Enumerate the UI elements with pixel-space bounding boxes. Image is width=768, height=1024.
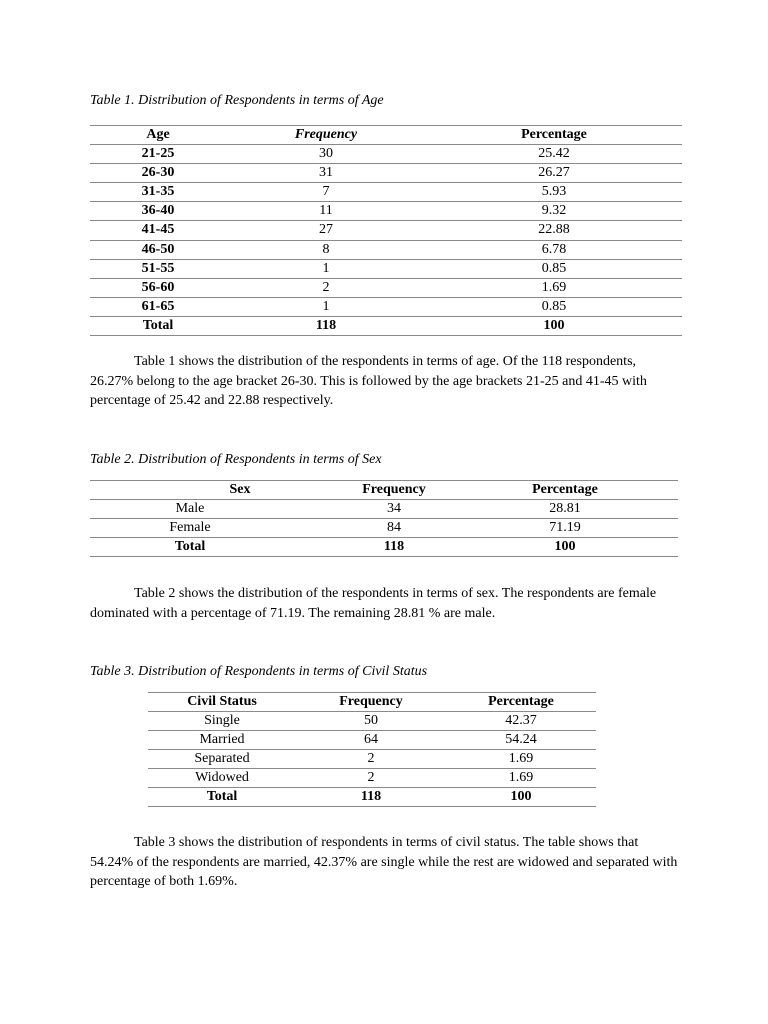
total-percentage: 100 [452, 538, 678, 557]
cell-sex [90, 500, 336, 519]
table-header-row [90, 481, 678, 500]
table-row [90, 202, 682, 221]
total-label: Total [90, 316, 226, 335]
cell-sex-label: Female [169, 520, 211, 535]
cell-percentage: 5.93 [426, 183, 682, 202]
cell-age: 61-65 [90, 297, 226, 316]
cell-frequency: 8 [226, 240, 426, 259]
table-row [90, 278, 682, 297]
cell-frequency: 1 [226, 259, 426, 278]
cell-age: 31-35 [90, 183, 226, 202]
civil-status-table [148, 692, 596, 807]
cell-percentage: 9.32 [426, 202, 682, 221]
table2-caption: Table 2. Distribution of Respondents in terms of Sex [90, 452, 382, 467]
total-row [90, 316, 682, 335]
cell-age: 46-50 [90, 240, 226, 259]
table-row [90, 259, 682, 278]
header-frequency: Frequency [336, 481, 452, 500]
cell-frequency: 84 [336, 519, 452, 538]
cell-percentage: 1.69 [426, 278, 682, 297]
table-row [148, 769, 596, 788]
cell-age: 51-55 [90, 259, 226, 278]
cell-frequency: 11 [226, 202, 426, 221]
table2-paragraph: Table 2 shows the distribution of the respondents in terms of sex. The respondents are female dominated with a percentage of 71.19. The remaining 28.81 % are male. [90, 586, 657, 621]
cell-percentage: 28.81 [452, 500, 678, 519]
total-percentage: 100 [426, 316, 682, 335]
header-age: Age [90, 126, 226, 145]
header-sex [90, 481, 336, 500]
cell-percentage: 1.69 [446, 750, 596, 769]
total-label-cell [90, 538, 336, 557]
cell-frequency: 30 [226, 145, 426, 164]
table-row [90, 164, 682, 183]
total-frequency: 118 [296, 788, 446, 807]
header-frequency: Frequency [226, 126, 426, 145]
header-percentage: Percentage [426, 126, 682, 145]
total-frequency: 118 [226, 316, 426, 335]
header-frequency: Frequency [296, 693, 446, 712]
table-row [90, 145, 682, 164]
total-row [148, 788, 596, 807]
cell-frequency: 27 [226, 221, 426, 240]
header-percentage: Percentage [446, 693, 596, 712]
table3-paragraph: Table 3 shows the distribution of respondents in terms of civil status. The table shows that 54.24% of the respondents are married, 42.37% are single while the rest are widowed and separated with percentage of both 1.69%. [90, 835, 678, 889]
table-row [90, 240, 682, 259]
age-table [90, 125, 682, 336]
header-sex-label: Sex [229, 482, 251, 497]
cell-frequency: 31 [226, 164, 426, 183]
table1-paragraph: Table 1 shows the distribution of the respondents in terms of age. Of the 118 respondents, 26.27% belong to the age bracket 26-30. This is followed by the age brackets 21-25 and 41-45 with percentage of 25.42 and 22.88 respectively. [90, 354, 647, 408]
cell-percentage: 0.85 [426, 297, 682, 316]
table-header-row [148, 693, 596, 712]
table-row [148, 712, 596, 731]
table3-caption: Table 3. Distribution of Respondents in terms of Civil Status [90, 664, 428, 679]
table-header-row [90, 126, 682, 145]
table1-caption: Table 1. Distribution of Respondents in terms of Age [90, 93, 384, 108]
cell-frequency: 64 [296, 731, 446, 750]
cell-percentage: 71.19 [452, 519, 678, 538]
cell-sex-label: Male [175, 501, 205, 516]
cell-frequency: 50 [296, 712, 446, 731]
cell-frequency: 7 [226, 183, 426, 202]
cell-civil-status: Separated [148, 750, 296, 769]
cell-percentage: 1.69 [446, 769, 596, 788]
total-row [90, 538, 678, 557]
total-percentage: 100 [446, 788, 596, 807]
table-row [148, 731, 596, 750]
cell-age: 26-30 [90, 164, 226, 183]
cell-age: 41-45 [90, 221, 226, 240]
cell-percentage: 6.78 [426, 240, 682, 259]
cell-sex [90, 519, 336, 538]
cell-civil-status: Widowed [148, 769, 296, 788]
table-row [148, 750, 596, 769]
cell-percentage: 54.24 [446, 731, 596, 750]
table-row [90, 519, 678, 538]
cell-age: 21-25 [90, 145, 226, 164]
header-civil-status: Civil Status [148, 693, 296, 712]
total-label: Total [174, 539, 206, 554]
total-label: Total [148, 788, 296, 807]
table-row [90, 297, 682, 316]
total-frequency: 118 [336, 538, 452, 557]
cell-frequency: 2 [226, 278, 426, 297]
cell-frequency: 2 [296, 769, 446, 788]
cell-frequency: 34 [336, 500, 452, 519]
cell-percentage: 0.85 [426, 259, 682, 278]
cell-percentage: 25.42 [426, 145, 682, 164]
table-row [90, 183, 682, 202]
cell-frequency: 2 [296, 750, 446, 769]
cell-age: 36-40 [90, 202, 226, 221]
cell-civil-status: Married [148, 731, 296, 750]
cell-percentage: 22.88 [426, 221, 682, 240]
cell-frequency: 1 [226, 297, 426, 316]
cell-civil-status: Single [148, 712, 296, 731]
sex-table [90, 480, 678, 557]
table-row [90, 221, 682, 240]
table-row [90, 500, 678, 519]
cell-age: 56-60 [90, 278, 226, 297]
cell-percentage: 42.37 [446, 712, 596, 731]
cell-percentage: 26.27 [426, 164, 682, 183]
header-percentage: Percentage [452, 481, 678, 500]
